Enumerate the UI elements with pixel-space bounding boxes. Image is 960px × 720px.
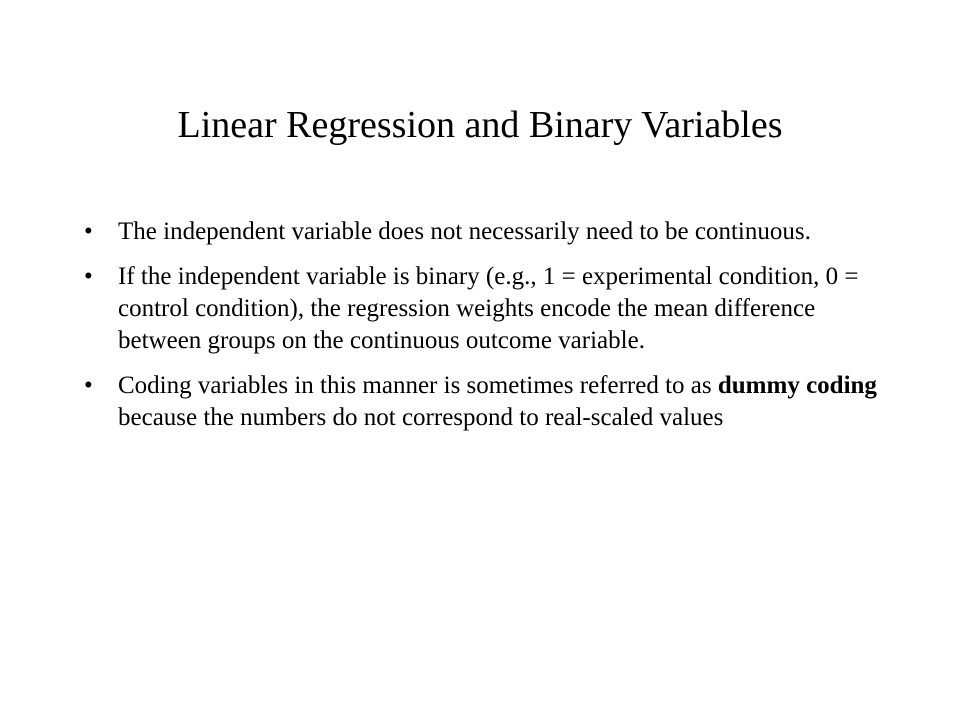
bold-term: dummy coding [717, 372, 877, 399]
bullet-icon: • [84, 372, 93, 399]
bullet-text: If the independent variable is binary (e.g., 1 = experimental condition, 0 = control condition), the regression weights encode the mean difference between groups on the continuous outcome variable. [118, 263, 859, 354]
bullet-icon: • [84, 263, 93, 290]
bullet-text-end: because the numbers do not correspond to real-scaled values [118, 404, 724, 431]
bullet-item [84, 261, 904, 357]
slide-title: Linear Regression and Binary Variables [177, 104, 783, 146]
bullet-item [84, 216, 904, 248]
bullet-item [84, 370, 904, 434]
bullet-icon: • [84, 218, 93, 245]
bullet-list [84, 216, 904, 447]
bullet-text-start: Coding variables in this manner is sometimes referred to as [118, 372, 718, 399]
bullet-text: The independent variable does not necessarily need to be continuous. [118, 218, 811, 245]
